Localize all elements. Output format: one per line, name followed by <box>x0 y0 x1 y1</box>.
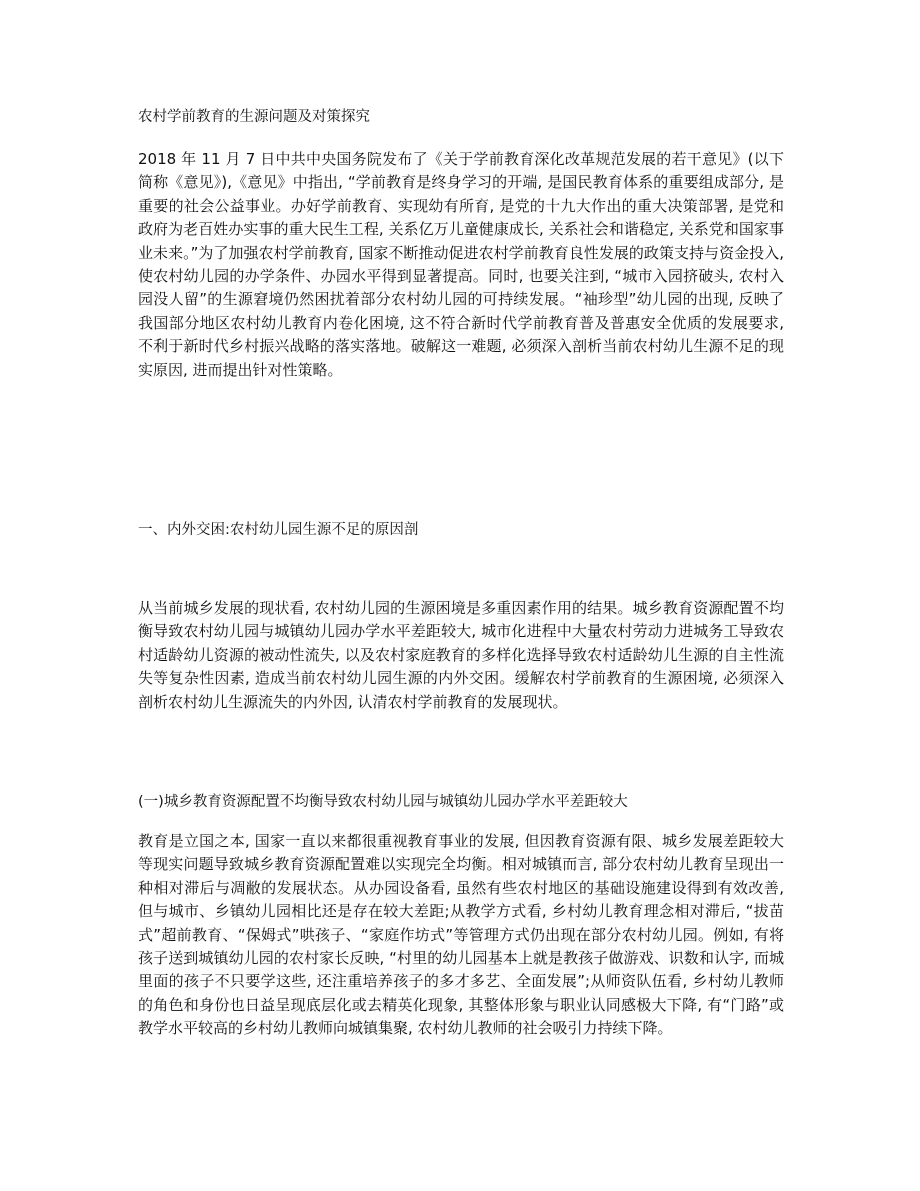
document-title: 农村学前教育的生源问题及对策探究 <box>138 109 370 125</box>
section-heading: 一、内外交困:农村幼儿园生源不足的原因剖 <box>138 522 419 538</box>
subsection-paragraph: 教育是立国之本, 国家一直以来都很重视教育事业的发展, 但因教育资源有限、城乡发展差距较大等现实问题导致城乡教育资源配置难以实现完全均衡。相对城镇而言, 部分农村幼儿教育呈现出一种相对滞后与凋敝的发展状态。从办园设备看, 虽然有些农村地区的基础设施建设得到有效改善, 但与城市、乡镇幼儿园相比还是存在较大差距;从教学方式看, 乡村幼儿教育理念相对滞后, “拔苗式”超前教育、“保姆式”哄孩子、“家庭作坊式”等管理方式仍出现在部分农村幼儿园。例如, 有将孩子送到城镇幼儿园的农村家长反映, “村里的幼儿园基本上就是教孩子做游戏、识数和认字, 而城里面的孩子不只要学这些, 还注重培养孩子的多才多艺、全面发展”;从师资队伍看, 乡村幼儿教师的角色和身份也日益呈现底层化或去精英化现象, 其整体形象与职业认同感极大下降, 有“门路”或教学水平较高的乡村幼儿教师向城镇集聚, 农村幼儿教师的社会吸引力持续下降。 <box>138 832 784 1038</box>
section-paragraph: 从当前城乡发展的现状看, 农村幼儿园的生源困境是多重因素作用的结果。城乡教育资源配置不均衡导致农村幼儿园与城镇幼儿园办学水平差距较大, 城市化进程中大量农村劳动力进城务工导致农村适龄幼儿资源的被动性流失, 以及农村家庭教育的多样化选择导致农村适龄幼儿生源的自主性流失等复杂性因素, 造成当前农村幼儿园生源的内外交困。缓解农村学前教育的生源困境, 必须深入剖析农村幼儿生源流失的内外因, 认清农村学前教育的发展现状。 <box>138 599 784 711</box>
intro-paragraph: 2018 年 11 月 7 日中共中央国务院发布了《关于学前教育深化改革规范发展的若干意见》(以下简称《意见》),《意见》中指出, “学前教育是终身学习的开端, 是国民教育体系的重要组成部分, 是重要的社会公益事业。办好学前教育、实现幼有所育, 是党的十九大作出的重大决策部署, 是党和政府为老百姓办实事的重大民生工程, 关系亿万儿童健康成长, 关系社会和谐稳定, 关系党和国家事业未来。”为了加强农村学前教育, 国家不断推动促进农村学前教育良性发展的政策支持与资金投入, 使农村幼儿园的办学条件、办园水平得到显著提高。同时, 也要关注到, “城市入园挤破头, 农村入园没人留”的生源窘境仍然困扰着部分农村幼儿园的可持续发展。“袖珍型”幼儿园的出现, 反映了我国部分地区农村幼儿教育内卷化困境, 这不符合新时代学前教育普及普惠安全优质的发展要求, 不利于新时代乡村振兴战略的落实落地。破解这一难题, 必须深入剖析当前农村幼儿生源不足的现实原因, 进而提出针对性策略。 <box>138 150 784 379</box>
subsection-heading: (一)城乡教育资源配置不均衡导致农村幼儿园与城镇幼儿园办学水平差距较大 <box>138 794 628 810</box>
